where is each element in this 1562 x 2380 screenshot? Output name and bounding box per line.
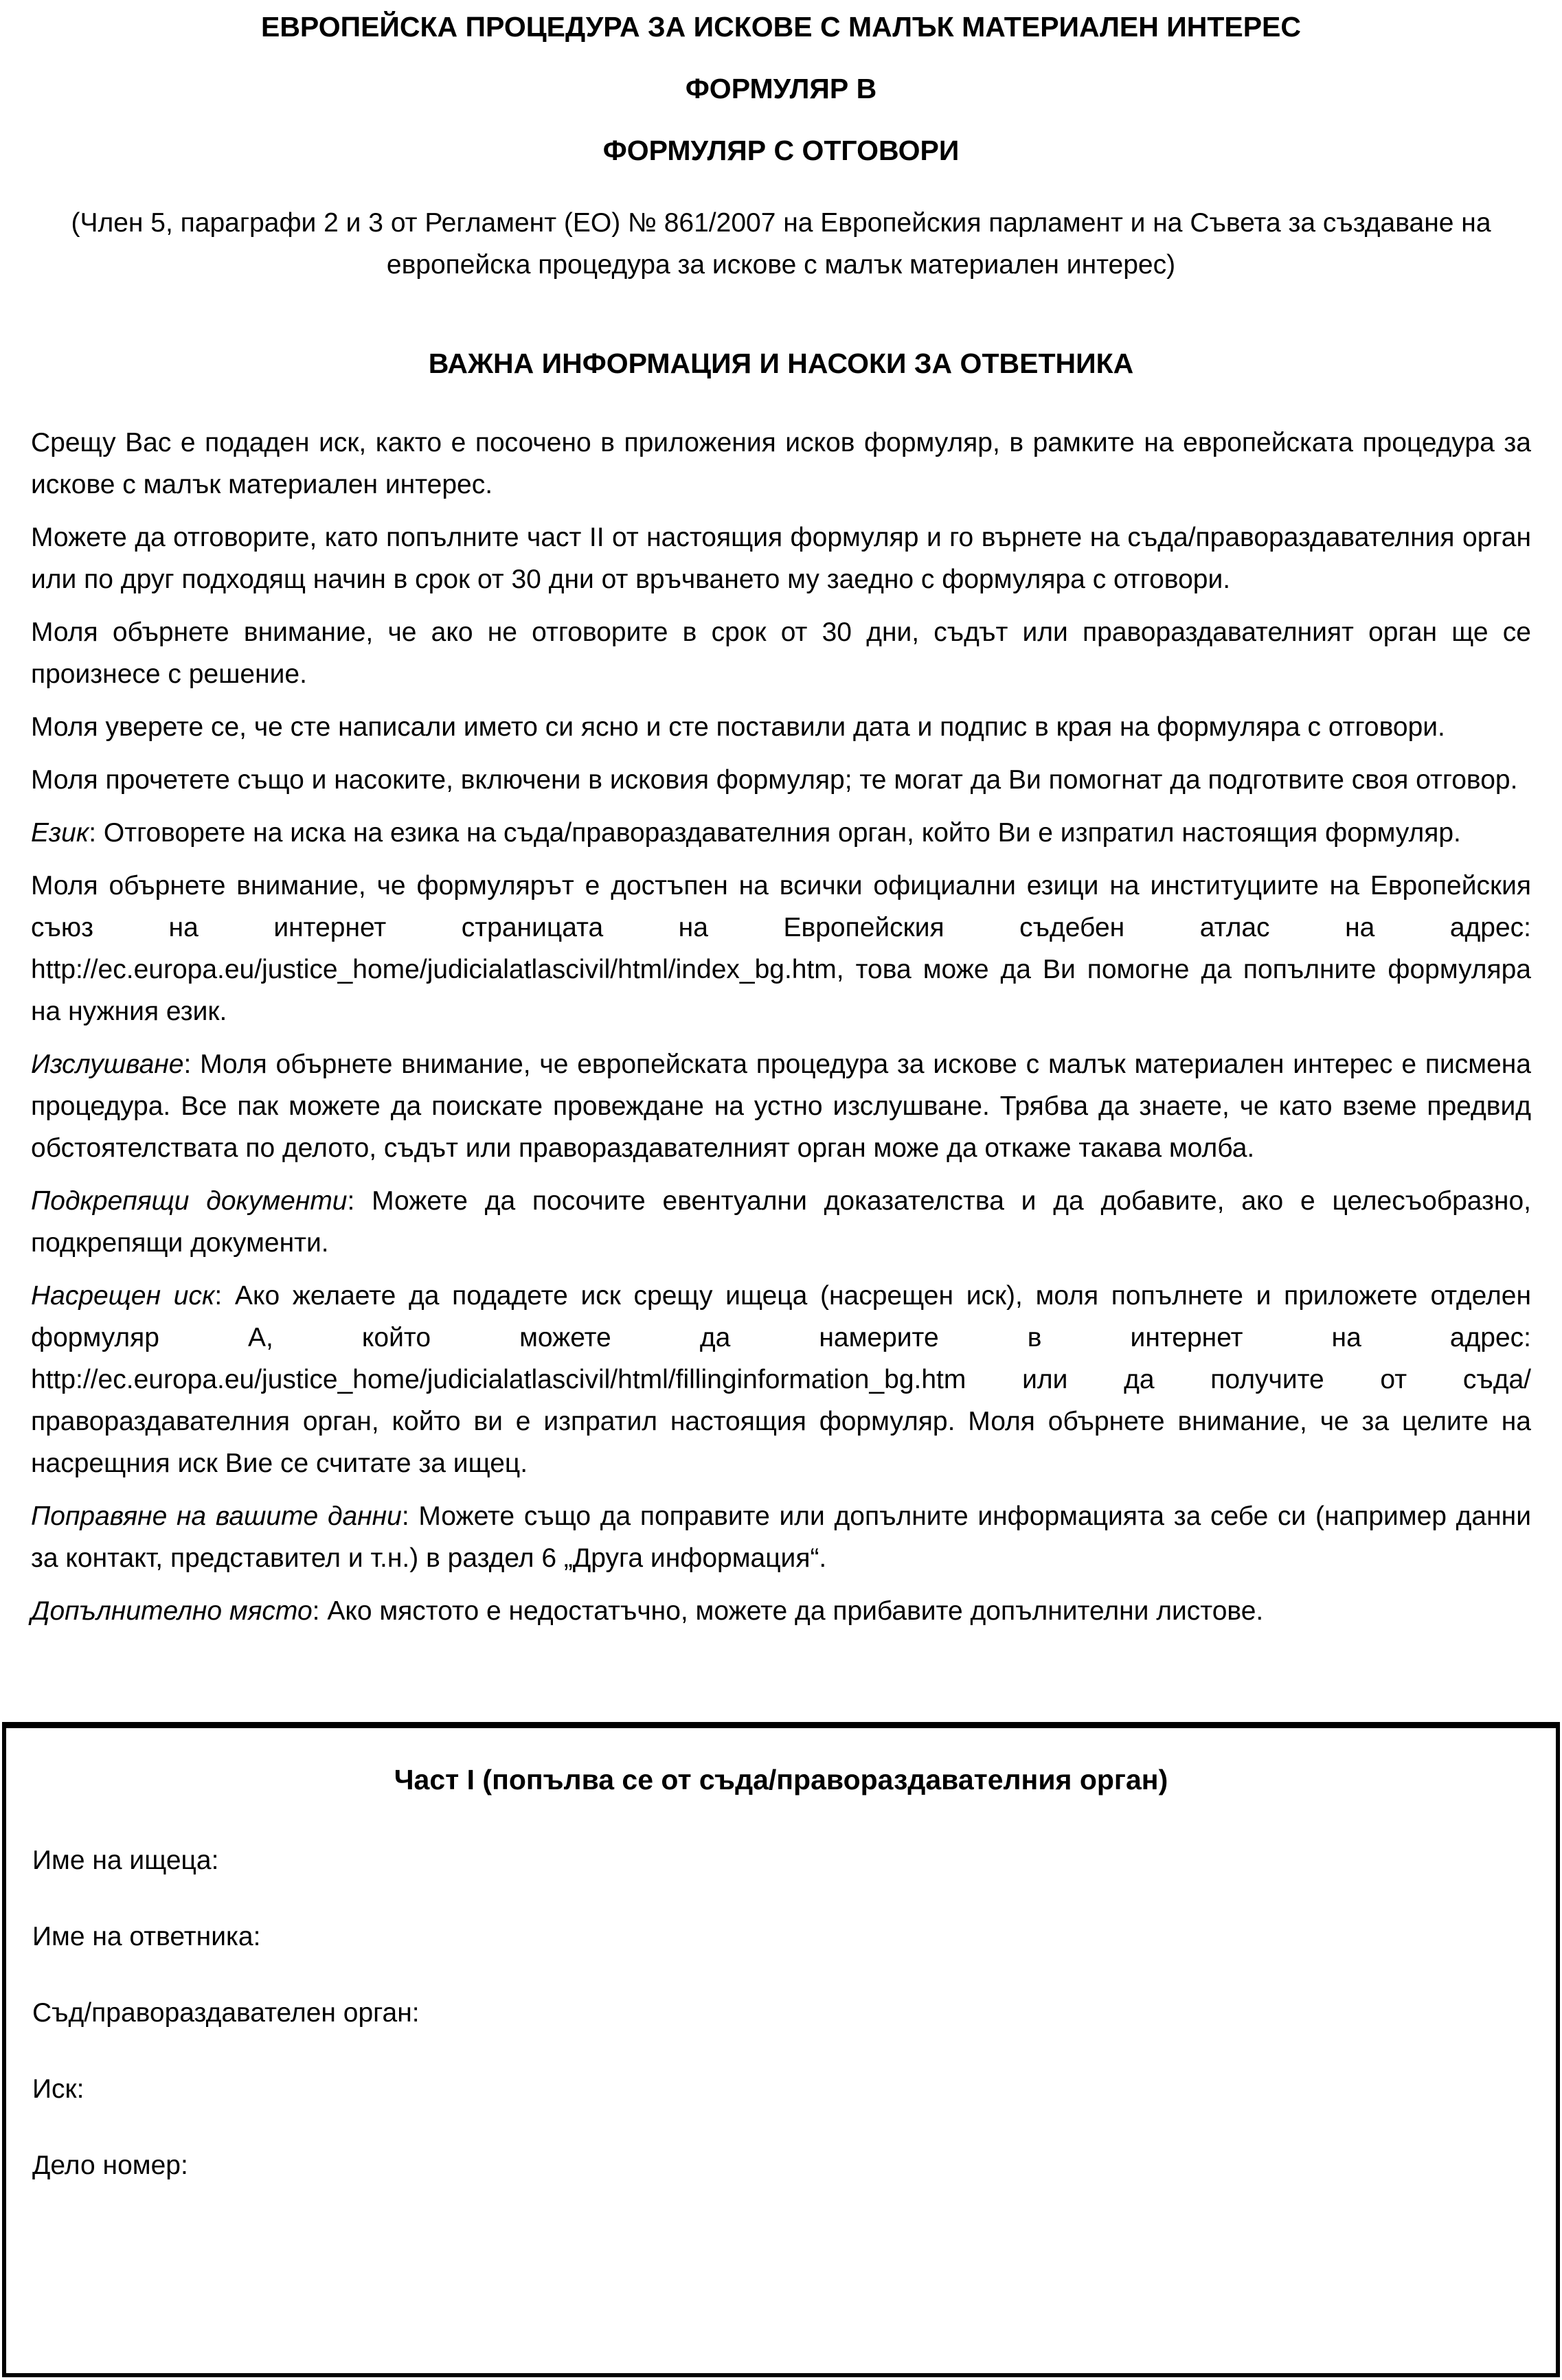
paragraph-text: Моля уверете се, че сте написали името си ясно и сте поставили дата и подпис в края на формуляра с отговори. [31,712,1445,742]
paragraph-lead: Език [31,818,89,848]
defendant-name-label: Име на ответника: [32,1922,261,1951]
paragraph-text: : Ако мястото е недостатъчно, можете да прибавите допълнителни листове. [312,1596,1264,1626]
paragraph-text: Моля обърнете внимание, че ако не отговорите в срок от 30 дни, съдът или правораздавателният орган ще се произнесе с решение. [31,617,1531,689]
procedure-title: ЕВРОПЕЙСКА ПРОЦЕДУРА ЗА ИСКОВЕ С МАЛЪК МАТЕРИАЛЕН ИНТЕРЕС [260,11,1302,43]
paragraph-lead: Поправяне на вашите данни [31,1501,402,1531]
claimant-name-label: Име на ищеца: [32,1846,219,1875]
field-defendant-name [32,1916,1530,1958]
paragraph-lead: Допълнително място [31,1596,313,1626]
regulation-reference: (Член 5, параграфи 2 и 3 от Регламент (ЕО) № 861/2007 на Европейския парламент и на Съвета за създаване на европейска процедура за искове с малък материален интерес) [71,208,1491,280]
document-header [31,10,1531,286]
paragraph-text: : Отговорете на иска на езика на съда/правораздавателния орган, който Ви е изпратил настоящия формуляр. [89,818,1461,848]
field-claim [32,2068,1530,2110]
guidance-paragraph-4 [31,706,1531,748]
paragraph-text: : Можете също да поправите или допълните информацията за себе си (например данни за контакт, представител и т.н.) в раздел 6 „Друга информация“. [31,1501,1531,1573]
guidance-paragraph-1 [31,422,1531,506]
paragraph-text: Срещу Вас е подаден иск, както е посочено в приложения исков формуляр, в рамките на европейската процедура за искове с малък материален интерес. [31,428,1531,499]
paragraph-text: Моля обърнете внимание, че формулярът е достъпен на всички официални езици на институциите на Европейския съюз на интернет страницата на Европейския съдебен атлас на адрес: http://ec.europa.eu/justice_home/judicialatlascivil/html/index_bg.htm, това може да Ви помогне да попълните формуляра на нужния език. [31,871,1531,1026]
respondent-info-heading: ВАЖНА ИНФОРМАЦИЯ И НАСОКИ ЗА ОТВЕТНИКА [428,348,1134,379]
guidance-paragraph-10 [31,1275,1531,1484]
paragraph-text: Моля прочетете също и насоките, включени в исковия формуляр; те могат да Ви помогнат да подготвите своя отговор. [31,765,1518,795]
part1-heading: Част I (попълва се от съда/правораздавателния орган) [394,1764,1168,1795]
court-tribunal-label: Съд/правораздавателен орган: [32,1998,420,2028]
field-case-number [32,2144,1530,2186]
answer-form-title: ФОРМУЛЯР С ОТГОВОРИ [602,135,960,166]
form-b-title: ФОРМУЛЯР В [685,73,877,104]
guidance-paragraph-11 [31,1495,1531,1579]
paragraph-lead: Насрещен иск [31,1281,215,1311]
paragraph-text: Можете да отговорите, като попълните част II от настоящия формуляр и го върнете на съда/правораздавателния орган или по друг подходящ начин в срок от 30 дни от връчването му заедно с формуляра с отговори. [31,523,1531,594]
field-court-tribunal [32,1992,1530,2034]
guidance-paragraph-6 [31,812,1531,854]
paragraph-lead: Изслушване [31,1050,184,1079]
guidance-paragraph-5 [31,759,1531,801]
paragraph-text: : Моля обърнете внимание, че европейската процедура за искове с малък материален интерес е писмена процедура. Все пак можете да поискате провеждане на устно изслушване. Трябва да знаете, че като вземе предвид обстоятелствата по делото, съдът или правораздавателният орган може да откаже такава молба. [31,1050,1531,1163]
case-number-label: Дело номер: [32,2151,188,2180]
guidance-paragraph-9 [31,1180,1531,1264]
guidance-paragraph-2 [31,517,1531,600]
paragraph-lead: Подкрепящи документи [31,1186,348,1216]
claim-label: Иск: [32,2074,84,2104]
paragraph-text: : Можете да посочите евентуални доказателства и да добавите, ако е целесъобразно, подкрепящи документи. [31,1186,1531,1258]
guidance-paragraph-7 [31,865,1531,1032]
guidance-paragraph-8 [31,1043,1531,1169]
field-claimant-name [32,1839,1530,1881]
guidance-paragraph-3 [31,611,1531,695]
paragraph-text: : Ако желаете да подадете иск срещу ищеца (насрещен иск), моля попълнете и приложете отделен формуляр А, който можете да намерите в интернет на адрес: http://ec.europa.eu/justice_home/judicialatlascivil/html/fillinginformation_bg.htm или да получите от съда/правораздавателния орган, който ви е изпратил настоящия формуляр. Моля обърнете внимание, че за целите на насрещния иск Вие се считате за ищец. [31,1281,1531,1478]
part1-box [2,1722,1560,2377]
respondent-guidance-section [31,346,1531,1632]
guidance-paragraph-12 [31,1590,1531,1632]
